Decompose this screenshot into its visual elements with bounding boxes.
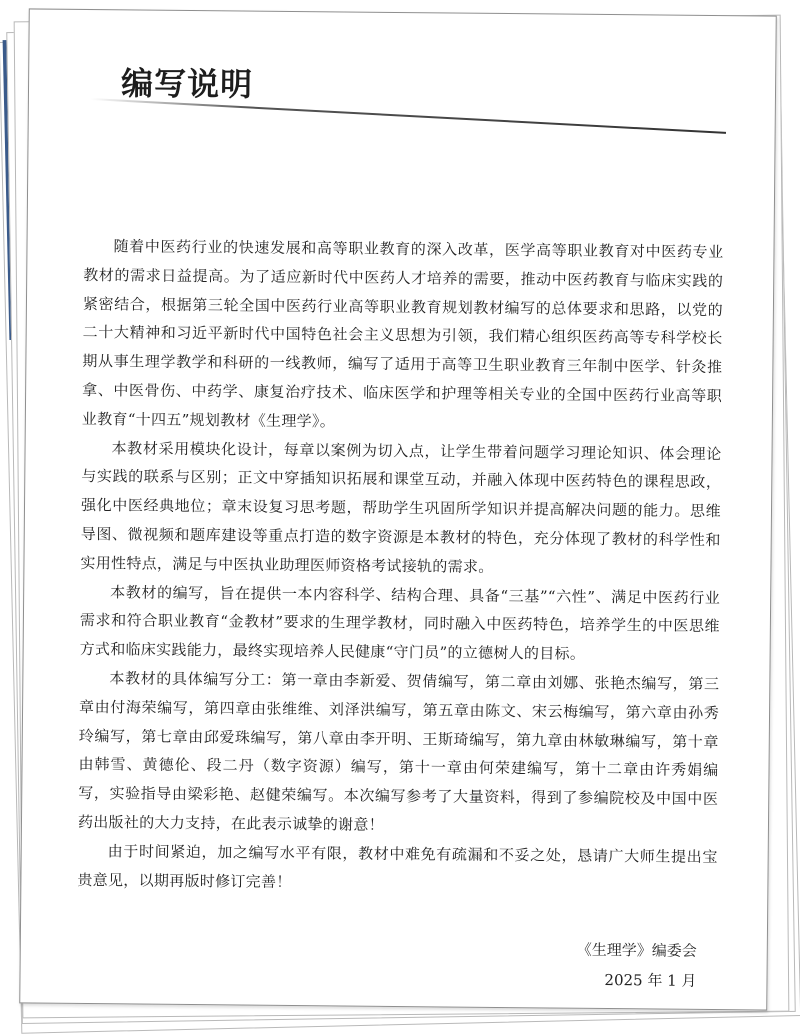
paragraph-closing: 由于时间紧迫，加之编写水平有限，教材中难免有疏漏和不妥之处，恳请广大师生提出宝贵意见，以期再版时修订完善！ (77, 841, 718, 891)
document-page (19, 8, 777, 1010)
paragraph-design: 本教材采用模块化设计，每章以案例为切入点，让学生带着问题学习理论知识、体会理论与实践的联系与区别；正文中穿插知识拓展和课堂互动，并融入体现中医药特色的课程思政，强化中医经典地位；章末设复习思考题，帮助学生巩固所学知识并提高解决问题的能力。思维导图、微视频和题库建设等重点打造的数字资源是本教材的特色，充分体现了教材的科学性和实用性特点，满足与中医执业助理医师资格考试接轨的需求。 (80, 438, 722, 576)
title-underline (91, 98, 726, 134)
signature-block (576, 935, 697, 996)
paragraph-division-of-work: 本教材的具体编写分工：第一章由李新爱、贺倩编写，第二章由刘娜、张艳杰编写，第三章由付海荣编写，第四章由张维维、刘泽洪编写，第五章由陈文、宋云梅编写，第六章由孙秀玲编写，第七章由邱爱珠编写，第八章由李开明、王斯琦编写，第九章由林敏琳编写，第十章由韩雪、黄德伦、段二丹（数字资源）编写，第十一章由何荣建编写，第十二章由许秀娟编写，实验指导由梁彩艳、赵健荣编写。本次编写参考了大量资料，得到了参编院校及中国中医药出版社的大力支持，在此表示诚挚的谢意！ (77, 669, 720, 834)
paragraph-intro: 随着中医药行业的快速发展和高等职业教育的深入改革，医学高等职业教育对中医药专业教材的需求日益提高。为了适应新时代中医药人才培养的需要，推动中医药教育与临床实践的紧密结合，根据第三轮全国中医药行业高等职业教育规划教材编写的总体要求和思路，以党的二十大精神和习近平新时代中国特色社会主义思想为引领，我们精心组织医药高等专科学校长期从事生理学教学和科研的一线教师，编写了适用于高等卫生职业教育三年制中医学、针灸推拿、中医骨伤、中药学、康复治疗技术、临床医学和护理等相关专业的全国中医药行业高等职业教育“十四五”规划教材《生理学》。 (81, 237, 724, 431)
page-title: 编写说明 (120, 64, 254, 104)
document-body (77, 232, 723, 900)
publication-date: 2025 年 1 月 (604, 971, 697, 990)
paragraph-aim: 本教材的编写，旨在提供一本内容科学、结构合理、具备“三基”“六性”、满足中医药行业需求和符合职业教育“金教材”要求的生理学教材，同时融入中医药特色，培养学生的中医思维方式和临床实践能力，最终实现培养人民健康“守门员”的立德树人的目标。 (79, 582, 721, 663)
editorial-board-signature: 《生理学》编委会 (576, 940, 697, 960)
